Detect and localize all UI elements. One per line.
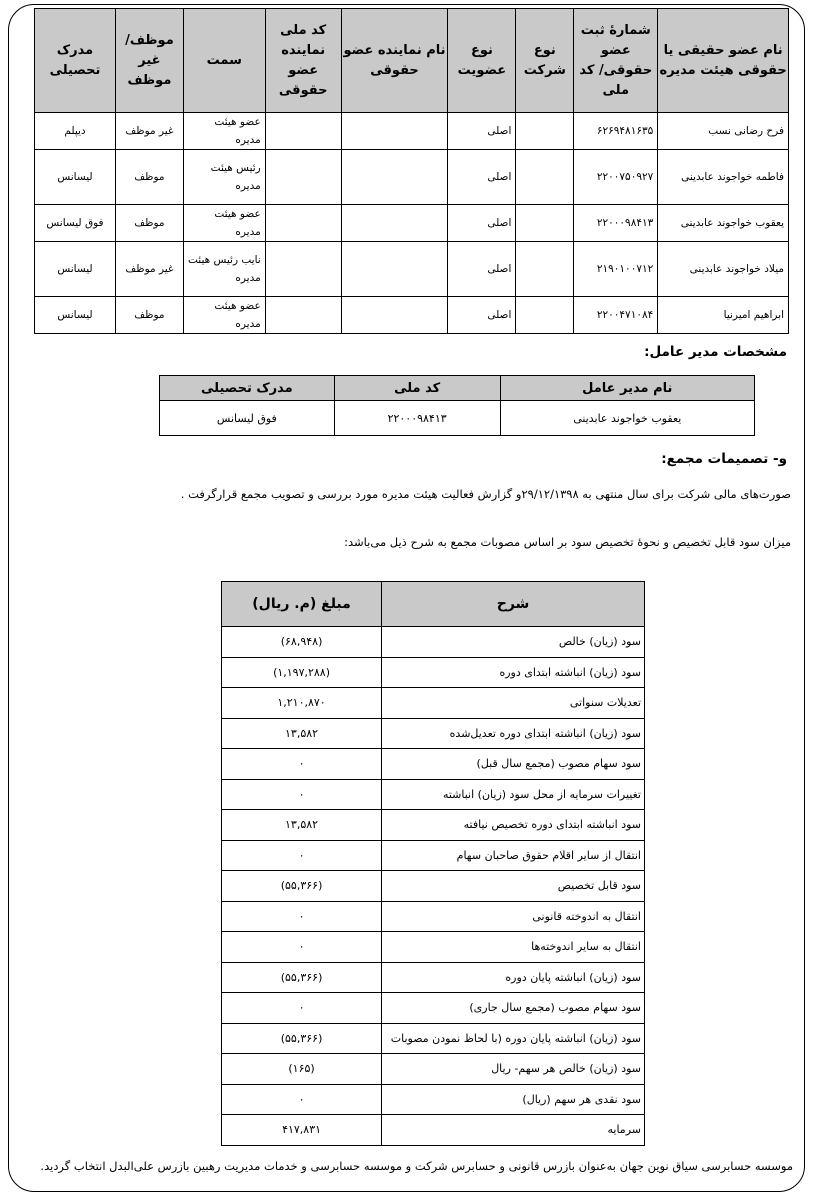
profit-header-amount: مبلغ (م. ریال) bbox=[222, 582, 382, 627]
board-cell-position: نایب رئیس هیئت مدیره bbox=[183, 242, 265, 297]
profit-desc: سود (زیان) انباشته پایان دوره (با لحاظ نمودن مصوبات bbox=[382, 1023, 645, 1054]
profit-amount: ۰ bbox=[222, 993, 382, 1024]
ceo-header-row bbox=[160, 376, 755, 401]
profit-desc: سود (زیان) انباشته ابتدای دوره bbox=[382, 657, 645, 688]
profit-amount: ۴۱۷,۸۳۱ bbox=[222, 1115, 382, 1146]
profit-amount: ۰ bbox=[222, 1084, 382, 1115]
profit-row bbox=[222, 1023, 645, 1054]
profit-amount: (۵۵,۳۶۶) bbox=[222, 962, 382, 993]
board-cell-company-type bbox=[516, 113, 574, 150]
board-row bbox=[35, 242, 789, 297]
decisions-paragraph-2: میزان سود قابل تخصیص و نحوهٔ تخصیص سود بر اساس مصوبات مجمع به شرح ذیل می‌باشد: bbox=[344, 535, 791, 549]
manager-heading: مشخصات مدیر عامل: bbox=[644, 344, 787, 360]
board-cell-rep-name bbox=[341, 297, 448, 334]
board-row bbox=[35, 113, 789, 150]
board-cell-rep-id bbox=[265, 297, 341, 334]
profit-desc: سود سهام مصوب (مجمع سال قبل) bbox=[382, 749, 645, 780]
profit-amount: (۶۸,۹۴۸) bbox=[222, 627, 382, 658]
board-cell-name: فرح رضانی نسب bbox=[658, 113, 789, 150]
profit-row bbox=[222, 993, 645, 1024]
board-cell-reg-id: ۲۲۰۰۷۵۰۹۲۷ bbox=[574, 150, 658, 205]
board-cell-rep-name bbox=[341, 205, 448, 242]
profit-amount: (۵۵,۳۶۶) bbox=[222, 871, 382, 902]
board-cell-degree: لیسانس bbox=[35, 242, 116, 297]
profit-amount: ۰ bbox=[222, 932, 382, 963]
profit-desc: انتقال به اندوخته قانونی bbox=[382, 901, 645, 932]
ceo-table bbox=[159, 375, 755, 436]
board-row bbox=[35, 150, 789, 205]
board-cell-employment: موظف bbox=[115, 150, 183, 205]
board-cell-membership-type: اصلی bbox=[448, 242, 516, 297]
profit-row bbox=[222, 1115, 645, 1146]
profit-desc: تغییرات سرمایه از محل سود (زیان) انباشته bbox=[382, 779, 645, 810]
board-cell-name: یعقوب خواجوند عابدینی bbox=[658, 205, 789, 242]
profit-row bbox=[222, 932, 645, 963]
board-cell-position: عضو هیئت مدیره bbox=[183, 205, 265, 242]
decisions-paragraph-1: صورت‌های مالی شرکت برای سال منتهی به ۲۹/۱۲/۱۳۹۸و گزارش فعالیت هیئت مدیره مورد بررسی و تصویب مجمع قرارگرفت . bbox=[180, 487, 791, 501]
board-cell-rep-id bbox=[265, 150, 341, 205]
ceo-name: یعقوب خواجوند عابدینی bbox=[500, 401, 755, 436]
header-degree: مدرک تحصیلی bbox=[35, 9, 116, 113]
footer-note: موسسه حسابرسی سیاق نوین جهان به‌عنوان بازرس قانونی و حسابرس شرکت و موسسه حسابرسی و خدمات مدیریت رهبین بازرس علی‌البدل انتخاب گردید. bbox=[40, 1159, 793, 1173]
header-membership-type: نوع عضویت bbox=[448, 9, 516, 113]
board-cell-membership-type: اصلی bbox=[448, 113, 516, 150]
board-cell-reg-id: ۲۲۰۰۰۹۸۴۱۳ bbox=[574, 205, 658, 242]
profit-row bbox=[222, 962, 645, 993]
ceo-row bbox=[160, 401, 755, 436]
profit-desc: انتقال از سایر اقلام حقوق صاحبان سهام bbox=[382, 840, 645, 871]
ceo-id: ۲۲۰۰۰۹۸۴۱۳ bbox=[334, 401, 500, 436]
board-cell-rep-name bbox=[341, 242, 448, 297]
board-cell-rep-name bbox=[341, 113, 448, 150]
profit-row bbox=[222, 657, 645, 688]
board-cell-degree: لیسانس bbox=[35, 297, 116, 334]
board-cell-company-type bbox=[516, 242, 574, 297]
board-cell-position: رئیس هیئت مدیره bbox=[183, 150, 265, 205]
profit-desc: انتقال به سایر اندوخته‌ها bbox=[382, 932, 645, 963]
profit-row bbox=[222, 749, 645, 780]
board-body bbox=[35, 113, 789, 334]
profit-row bbox=[222, 871, 645, 902]
board-cell-position: عضو هیئت مدیره bbox=[183, 113, 265, 150]
profit-amount: ۰ bbox=[222, 840, 382, 871]
profit-body bbox=[222, 627, 645, 1146]
board-cell-company-type bbox=[516, 205, 574, 242]
profit-desc: تعدیلات سنواتی bbox=[382, 688, 645, 719]
board-cell-name: ابراهیم امیرنیا bbox=[658, 297, 789, 334]
board-cell-reg-id: ۲۲۰۰۴۷۱۰۸۴ bbox=[574, 297, 658, 334]
board-cell-rep-id bbox=[265, 242, 341, 297]
ceo-header-id: کد ملی bbox=[334, 376, 500, 401]
profit-row bbox=[222, 779, 645, 810]
board-cell-employment: غیر موظف bbox=[115, 242, 183, 297]
profit-amount: ۰ bbox=[222, 901, 382, 932]
board-cell-degree: لیسانس bbox=[35, 150, 116, 205]
board-cell-membership-type: اصلی bbox=[448, 205, 516, 242]
ceo-header-name: نام مدیر عامل bbox=[500, 376, 755, 401]
profit-row bbox=[222, 688, 645, 719]
board-cell-rep-name bbox=[341, 150, 448, 205]
profit-desc: سود قابل تخصیص bbox=[382, 871, 645, 902]
header-name: نام عضو حقیقی یا حقوقی هیئت مدیره bbox=[658, 9, 789, 113]
board-cell-name: میلاد خواجوند عابدینی bbox=[658, 242, 789, 297]
profit-desc: سود (زیان) انباشته ابتدای دوره تعدیل‌شده bbox=[382, 718, 645, 749]
profit-amount: (۱,۱۹۷,۲۸۸) bbox=[222, 657, 382, 688]
profit-allocation-table bbox=[221, 581, 645, 1146]
board-cell-employment: موظف bbox=[115, 297, 183, 334]
profit-row bbox=[222, 901, 645, 932]
profit-row bbox=[222, 627, 645, 658]
ceo-degree: فوق لیسانس bbox=[160, 401, 335, 436]
board-cell-degree: دیپلم bbox=[35, 113, 116, 150]
profit-desc: سرمایه bbox=[382, 1115, 645, 1146]
profit-desc: سود (زیان) خالص هر سهم- ریال bbox=[382, 1054, 645, 1085]
profit-row bbox=[222, 1054, 645, 1085]
board-cell-employment: موظف bbox=[115, 205, 183, 242]
board-cell-rep-id bbox=[265, 113, 341, 150]
header-reg-id: شمارهٔ ثبت عضو حقوقی/ کد ملی bbox=[574, 9, 658, 113]
profit-amount: ۱۳,۵۸۲ bbox=[222, 810, 382, 841]
board-members-table bbox=[34, 8, 789, 334]
board-cell-reg-id: ۲۱۹۰۱۰۰۷۱۲ bbox=[574, 242, 658, 297]
profit-header-desc: شرح bbox=[382, 582, 645, 627]
board-header-row bbox=[35, 9, 789, 113]
profit-row bbox=[222, 1084, 645, 1115]
profit-desc: سود انباشته ابتدای دوره تخصیص نیافته bbox=[382, 810, 645, 841]
profit-desc: سود (زیان) خالص bbox=[382, 627, 645, 658]
board-cell-reg-id: ۶۲۶۹۴۸۱۶۳۵ bbox=[574, 113, 658, 150]
board-cell-rep-id bbox=[265, 205, 341, 242]
board-cell-name: فاطمه خواجوند عابدینی bbox=[658, 150, 789, 205]
board-cell-degree: فوق لیسانس bbox=[35, 205, 116, 242]
board-cell-membership-type: اصلی bbox=[448, 297, 516, 334]
profit-amount: ۱,۲۱۰,۸۷۰ bbox=[222, 688, 382, 719]
board-cell-position: عضو هیئت مدیره bbox=[183, 297, 265, 334]
profit-amount: (۱۶۵) bbox=[222, 1054, 382, 1085]
decisions-heading: و- تصمیمات مجمع: bbox=[661, 451, 787, 467]
header-position: سمت bbox=[183, 9, 265, 113]
profit-amount: ۰ bbox=[222, 749, 382, 780]
profit-desc: سود نقدی هر سهم (ریال) bbox=[382, 1084, 645, 1115]
profit-row bbox=[222, 718, 645, 749]
profit-desc: سود سهام مصوب (مجمع سال جاری) bbox=[382, 993, 645, 1024]
board-cell-company-type bbox=[516, 150, 574, 205]
board-cell-employment: غیر موظف bbox=[115, 113, 183, 150]
header-rep-name: نام نماینده عضو حقوقی bbox=[341, 9, 448, 113]
header-rep-id: کد ملی نماینده عضو حقوقی bbox=[265, 9, 341, 113]
profit-row bbox=[222, 810, 645, 841]
profit-desc: سود (زیان) انباشته پایان دوره bbox=[382, 962, 645, 993]
header-company-type: نوع شرکت bbox=[516, 9, 574, 113]
header-employment: موظف/غیر موظف bbox=[115, 9, 183, 113]
board-row bbox=[35, 297, 789, 334]
board-cell-company-type bbox=[516, 297, 574, 334]
board-cell-membership-type: اصلی bbox=[448, 150, 516, 205]
profit-amount: ۰ bbox=[222, 779, 382, 810]
profit-amount: ۱۳,۵۸۲ bbox=[222, 718, 382, 749]
profit-header-row bbox=[222, 582, 645, 627]
board-row bbox=[35, 205, 789, 242]
profit-row bbox=[222, 840, 645, 871]
ceo-header-degree: مدرک تحصیلی bbox=[160, 376, 335, 401]
profit-amount: (۵۵,۳۶۶) bbox=[222, 1023, 382, 1054]
